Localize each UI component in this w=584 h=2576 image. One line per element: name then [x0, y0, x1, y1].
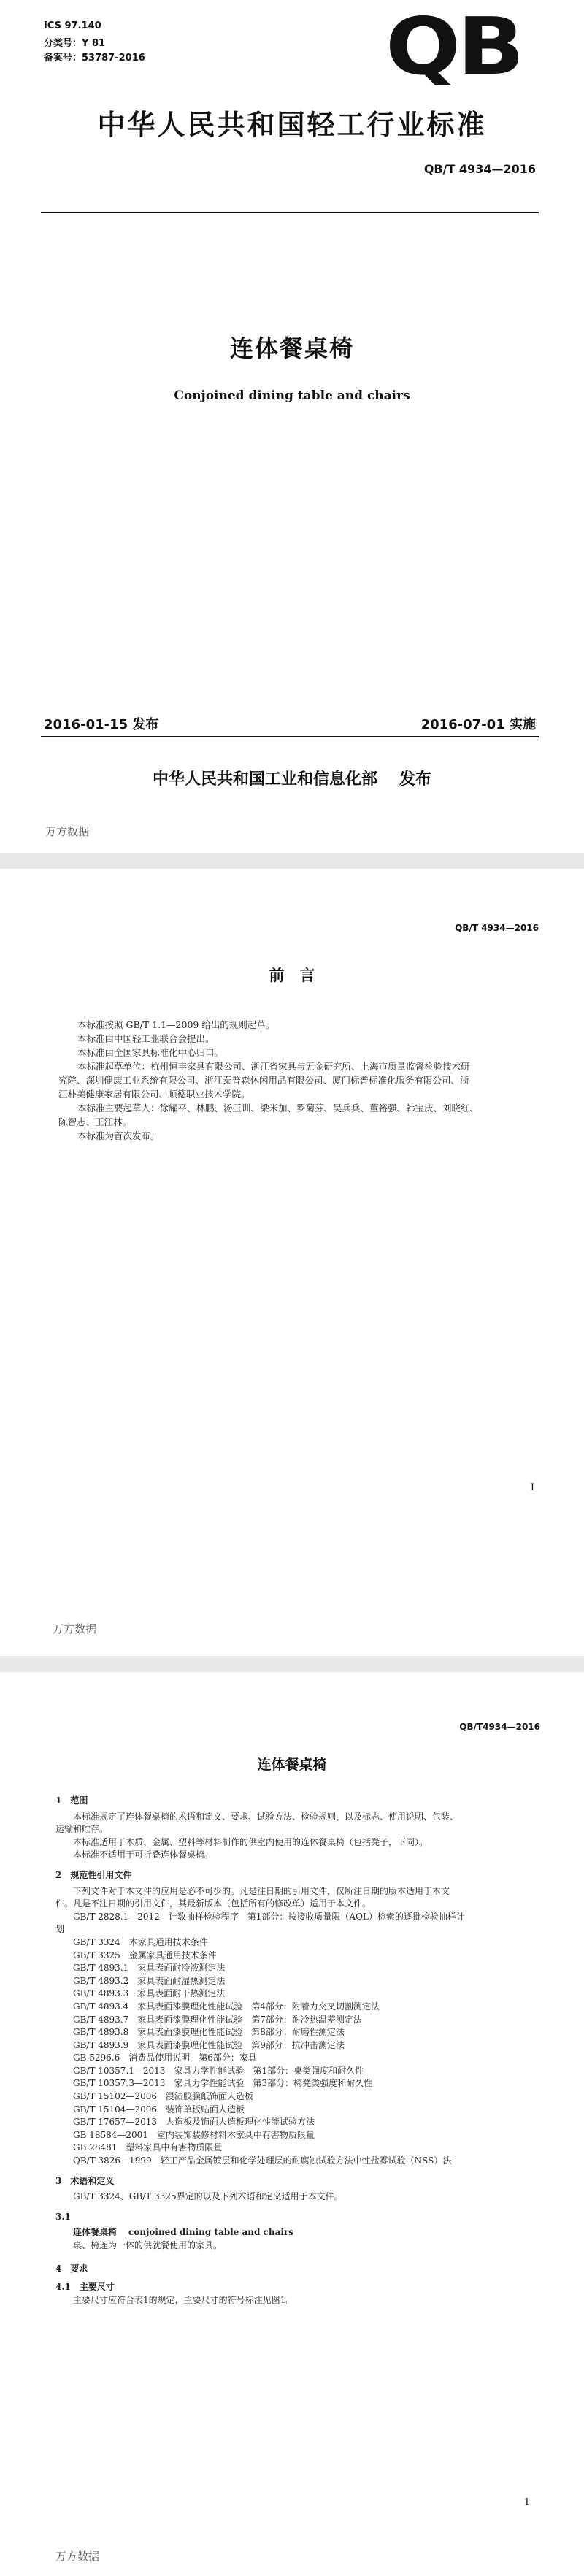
reference-item: GB/T 3325 金属家具通用技术条件 [73, 1950, 217, 1960]
preface-title: 前 言 [269, 966, 315, 984]
body-page-number: 1 [523, 2497, 530, 2508]
reference-item: GB/T 4893.7 家具表面漆膜理化性能试验 第7部分：耐冷热温差测定法 [73, 2014, 362, 2025]
term-definition: 桌、椅连为一体的供就餐使用的家具。 [73, 2240, 223, 2250]
preface-line: 本标准起草单位：杭州恒丰家具有限公司、浙江省家具与五金研究所、上海市质量监督检验技术研 [77, 1061, 470, 1072]
title-en: Conjoined dining table and chairs [174, 388, 410, 403]
body-line: 主要尺寸应符合表1的规定，主要尺寸的符号标注见图1。 [73, 2294, 295, 2305]
preface-line: 本标准由中国轻工业联合会提出。 [77, 1033, 215, 1044]
category-code: 分类号：Y 81 [44, 38, 106, 49]
preface-line: 本标准主要起草人：徐耀平、林鹏、汤玉训、梁米加、罗菊芬、吴兵兵、董裕强、韩宝庆、刘晓红、 [77, 1103, 480, 1113]
body-line: 下列文件对于本文件的应用是必不可少的。凡是注日期的引用文件，仅所注日期的版本适用于本文 [73, 1885, 450, 1896]
preface-page [0, 869, 584, 1656]
page-gap [0, 1656, 584, 1672]
preface-body [58, 1018, 540, 1143]
preface-line: 本标准由全国家具标准化中心归口。 [77, 1047, 224, 1058]
issuer [0, 767, 584, 789]
qb-logo: QB [385, 1, 522, 93]
reference-item: GB/T 4893.8 家具表面漆膜理化性能试验 第8部分：耐磨性测定法 [73, 2027, 345, 2038]
standard-code: QB/T 4934—2016 [423, 162, 536, 176]
section-heading: 2 规范性引用文件 [55, 1869, 132, 1880]
term-cn: 连体餐桌椅 [73, 2227, 118, 2238]
issuer-suffix: 发布 [399, 770, 432, 789]
body-line: 件。凡是不注日期的引用文件，其最新版本（包括所有的修改单）适用于本文件。 [55, 1898, 372, 1909]
reference-item: GB/T 10357.1—2013 家具力学性能试验 第1部分：桌类强度和耐久性 [73, 2065, 364, 2076]
body-line: GB/T 2828.1—2012 计数抽样检验程序 第1部分：按接收质量限（AQL）检索的逐批检验抽样计 [73, 1911, 465, 1922]
preface-header-code: QB/T 4934—2016 [455, 923, 539, 933]
ics-code: ICS 97.140 [44, 20, 101, 31]
reference-item: QB/T 3826—1999 轻工产品金属镀层和化学处理层的耐腐蚀试验方法中性盐雾试验（NSS）法 [73, 2155, 452, 2166]
section-heading: 4 要求 [55, 2263, 88, 2274]
clause-number: 3.1 [55, 2211, 71, 2222]
reference-item: GB 18584—2001 室内装饰装修材料木家具中有害物质限量 [73, 2129, 315, 2140]
reference-item: GB/T 17657—2013 人造板及饰面人造板理化性能试验方法 [73, 2117, 315, 2128]
implement-date: 2016-07-01 实施 [420, 717, 536, 732]
preface-line: 陈智志、王江林。 [58, 1116, 132, 1127]
term-line [55, 2226, 545, 2239]
preface-line: 究院、深圳健康工业系统有限公司、浙江泰普森休闲用品有限公司、厦门标普标准化服务有限公司、浙 [58, 1075, 469, 1086]
body-page [0, 1672, 584, 2576]
reference-item: GB/T 15102—2006 浸渍胶膜纸饰面人造板 [73, 2091, 253, 2102]
title-cn: 连体餐桌椅 [229, 334, 354, 362]
watermark: 万方数据 [53, 1622, 97, 1636]
preface-line: 江朴美健康家居有限公司、顺德职业技术学院。 [58, 1089, 250, 1100]
reference-item: GB/T 3324 木家具通用技术条件 [73, 1936, 208, 1947]
preface-line: 本标准为首次发布。 [77, 1130, 160, 1141]
subsection-heading: 4.1 主要尺寸 [55, 2282, 115, 2293]
body-line: 运输和贮存。 [55, 1824, 109, 1835]
body-line: 本标准规定了连体餐桌椅的术语和定义、要求、试验方法、检验规则，以及标志、使用说明、包装、 [73, 1811, 459, 1822]
body-line: 划 [55, 1924, 65, 1935]
reference-item: GB/T 4893.2 家具表面耐湿热测定法 [73, 1975, 226, 1986]
top-rule [41, 212, 539, 213]
bottom-rule [41, 736, 539, 737]
reference-item: GB/T 4893.3 家具表面耐干热测定法 [73, 1988, 226, 1999]
reference-item: GB/T 10357.3—2013 家具力学性能试验 第3部分：椅凳类强度和耐久性 [73, 2078, 373, 2089]
body-header-code: QB/T4934—2016 [459, 1722, 540, 1732]
body-content [55, 1795, 545, 2307]
watermark: 万方数据 [55, 2550, 100, 2563]
org-title: 中华人民共和国轻工行业标准 [97, 108, 487, 141]
section-heading: 1 范围 [55, 1795, 88, 1806]
reference-item: GB 28481 塑料家具中有害物质限量 [73, 2142, 223, 2153]
watermark: 万方数据 [45, 825, 90, 838]
page-gap [0, 853, 584, 869]
reference-item: GB 5296.6 消费品使用说明 第6部分：家具 [73, 2052, 257, 2063]
reference-list [55, 1936, 545, 2168]
issuer-name: 中华人民共和国工业和信息化部 [152, 770, 377, 789]
body-line: 本标准适用于木质、金属、塑料等材料制作的供室内使用的连体餐桌椅（包括凳子，下同）。 [73, 1836, 429, 1847]
reference-item: GB/T 15104—2006 装饰单板贴面人造板 [73, 2104, 245, 2115]
cover-page [0, 0, 584, 853]
term-en: conjoined dining table and chairs [128, 2227, 293, 2238]
preface-page-number: I [530, 1482, 534, 1493]
section-heading: 3 术语和定义 [55, 2175, 115, 2186]
publish-date: 2016-01-15 发布 [44, 717, 159, 732]
reference-item: GB/T 4893.9 家具表面漆膜理化性能试验 第9部分：抗冲击测定法 [73, 2039, 345, 2050]
reference-item: GB/T 4893.4 家具表面漆膜理化性能试验 第4部分：附着力交叉切割测定法 [73, 2001, 380, 2012]
body-title: 连体餐桌椅 [257, 1757, 327, 1773]
body-line: 本标准不适用于可折叠连体餐桌椅。 [73, 1849, 214, 1860]
record-number: 备案号：53787-2016 [44, 53, 145, 64]
preface-line: 本标准按照 GB/T 1.1—2009 给出的规则起草。 [77, 1019, 275, 1030]
body-line: GB/T 3324、GB/T 3325界定的以及下列术语和定义适用于本文件。 [73, 2191, 343, 2202]
reference-item: GB/T 4893.1 家具表面耐冷液测定法 [73, 1963, 226, 1974]
